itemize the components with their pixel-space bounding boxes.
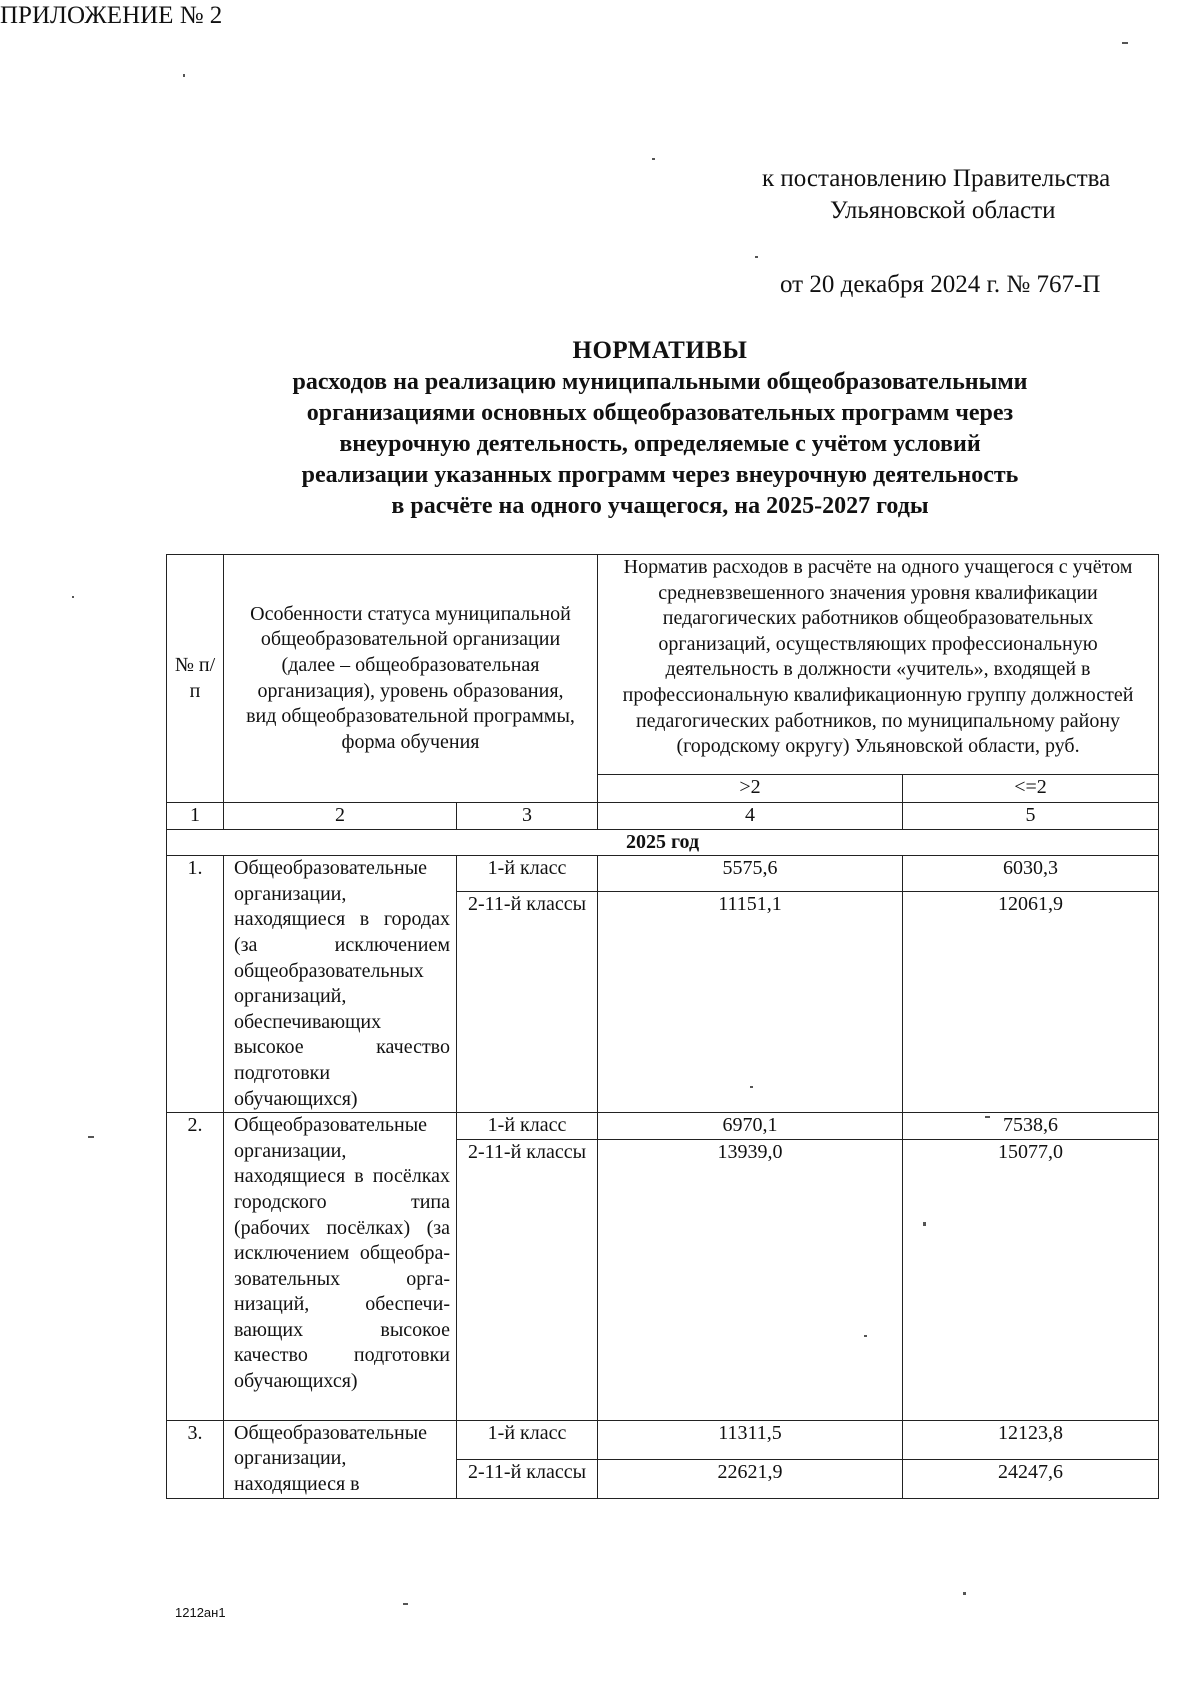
- title-line: организациями основных общеобразовательных программ через: [306, 400, 1014, 426]
- col-number: 5: [903, 803, 1159, 830]
- row-description: Общеобразовательные организации, находящиеся в: [224, 1420, 457, 1498]
- class-cell: 2-11-й классы: [457, 1459, 598, 1498]
- title-line: реализации указанных программ через внеурочную деятельность: [301, 462, 1019, 488]
- row-number: 3.: [167, 1420, 224, 1498]
- decree-date: от 20 декабря 2024 г. № 767-П: [780, 271, 1101, 298]
- class-cell: 1-й класс: [457, 856, 598, 892]
- appendix-label: ПРИЛОЖЕНИЕ № 2: [0, 2, 223, 29]
- class-cell: 1-й класс: [457, 1113, 598, 1140]
- title-line: расходов на реализацию муниципальными общеобразовательными: [292, 369, 1028, 395]
- scan-speck: [750, 1086, 753, 1088]
- header-gt2: >2: [598, 774, 903, 802]
- scan-speck: [88, 1136, 94, 1138]
- scan-speck: [755, 256, 758, 258]
- scan-speck: [183, 74, 185, 77]
- decree-reference: к постановлению Правительства: [762, 165, 1111, 192]
- value-le2: 7538,6: [903, 1113, 1159, 1140]
- scan-speck: [963, 1592, 966, 1595]
- value-le2: 24247,6: [903, 1459, 1159, 1498]
- scan-speck: [985, 1116, 990, 1118]
- norms-table: [166, 554, 1159, 1499]
- class-cell: 1-й класс: [457, 1420, 598, 1459]
- class-cell: 2-11-й классы: [457, 892, 598, 1113]
- value-gt2: 5575,6: [598, 856, 903, 892]
- table-row: [167, 1113, 1159, 1140]
- value-le2: 12123,8: [903, 1420, 1159, 1459]
- year-row: [167, 829, 1159, 856]
- row-number: 1.: [167, 856, 224, 1113]
- col-number: 2: [224, 803, 457, 830]
- col-number: 1: [167, 803, 224, 830]
- scan-speck: [652, 158, 655, 160]
- title-main: НОРМАТИВЫ: [572, 337, 748, 364]
- class-cell: 2-11-й классы: [457, 1139, 598, 1420]
- scan-speck: [72, 596, 74, 598]
- year-label: 2025 год: [167, 829, 1159, 856]
- value-gt2: 6970,1: [598, 1113, 903, 1140]
- scan-speck: [864, 1335, 867, 1337]
- title-line: внеурочную деятельность, определяемые с учётом условий: [339, 431, 981, 457]
- row-description: Общеобразовательные организации, находящиеся в посёлках городского типа (рабочих посёлках) (за исключением общеобразовательных организаций, обеспечивающих высокое качество подготовки обучающихся): [224, 1113, 457, 1421]
- table-header-row: [167, 555, 1159, 775]
- table-row: [167, 1420, 1159, 1459]
- document-title: [160, 335, 1160, 522]
- table-row: [167, 856, 1159, 892]
- scan-speck: [923, 1222, 926, 1226]
- value-le2: 12061,9: [903, 892, 1159, 1113]
- scan-speck: [403, 1603, 408, 1605]
- col-number: 4: [598, 803, 903, 830]
- header-features: Особенности статуса муниципальной общеобразовательной организации (далее – общеобразовательная организация), уровень образования, вид общеобразовательной программы, форма обучения: [224, 555, 598, 803]
- value-gt2: 22621,9: [598, 1459, 903, 1498]
- footer-code: 1212ан1: [175, 1605, 226, 1620]
- value-gt2: 11151,1: [598, 892, 903, 1113]
- value-gt2: 13939,0: [598, 1139, 903, 1420]
- row-number: 2.: [167, 1113, 224, 1421]
- region-name: Ульяновской области: [830, 197, 1056, 224]
- header-num: № п/п: [167, 555, 224, 803]
- scan-speck: [1122, 42, 1128, 44]
- value-le2: 15077,0: [903, 1139, 1159, 1420]
- value-gt2: 11311,5: [598, 1420, 903, 1459]
- value-le2: 6030,3: [903, 856, 1159, 892]
- header-le2: <=2: [903, 774, 1159, 802]
- row-description: Общеобразовательные организации, находящиеся в городах (за исключением общеобразовательных организаций, обеспечивающих высокое качество подготовки обучающихся): [224, 856, 457, 1113]
- col-number: 3: [457, 803, 598, 830]
- column-numbers-row: [167, 803, 1159, 830]
- title-line: в расчёте на одного учащегося, на 2025-2027 годы: [391, 493, 929, 519]
- header-norm: Норматив расходов в расчёте на одного учащегося с учётом средневзвешенного значения уровня квалификации педагогических работников общеобразовательных организаций, осуществляющих профессиональную деятельность в должности «учитель», входящей в профессиональную квалификационную группу должностей педагогических работников, по муниципальному району (городскому округу) Ульяновской области, руб.: [598, 555, 1159, 775]
